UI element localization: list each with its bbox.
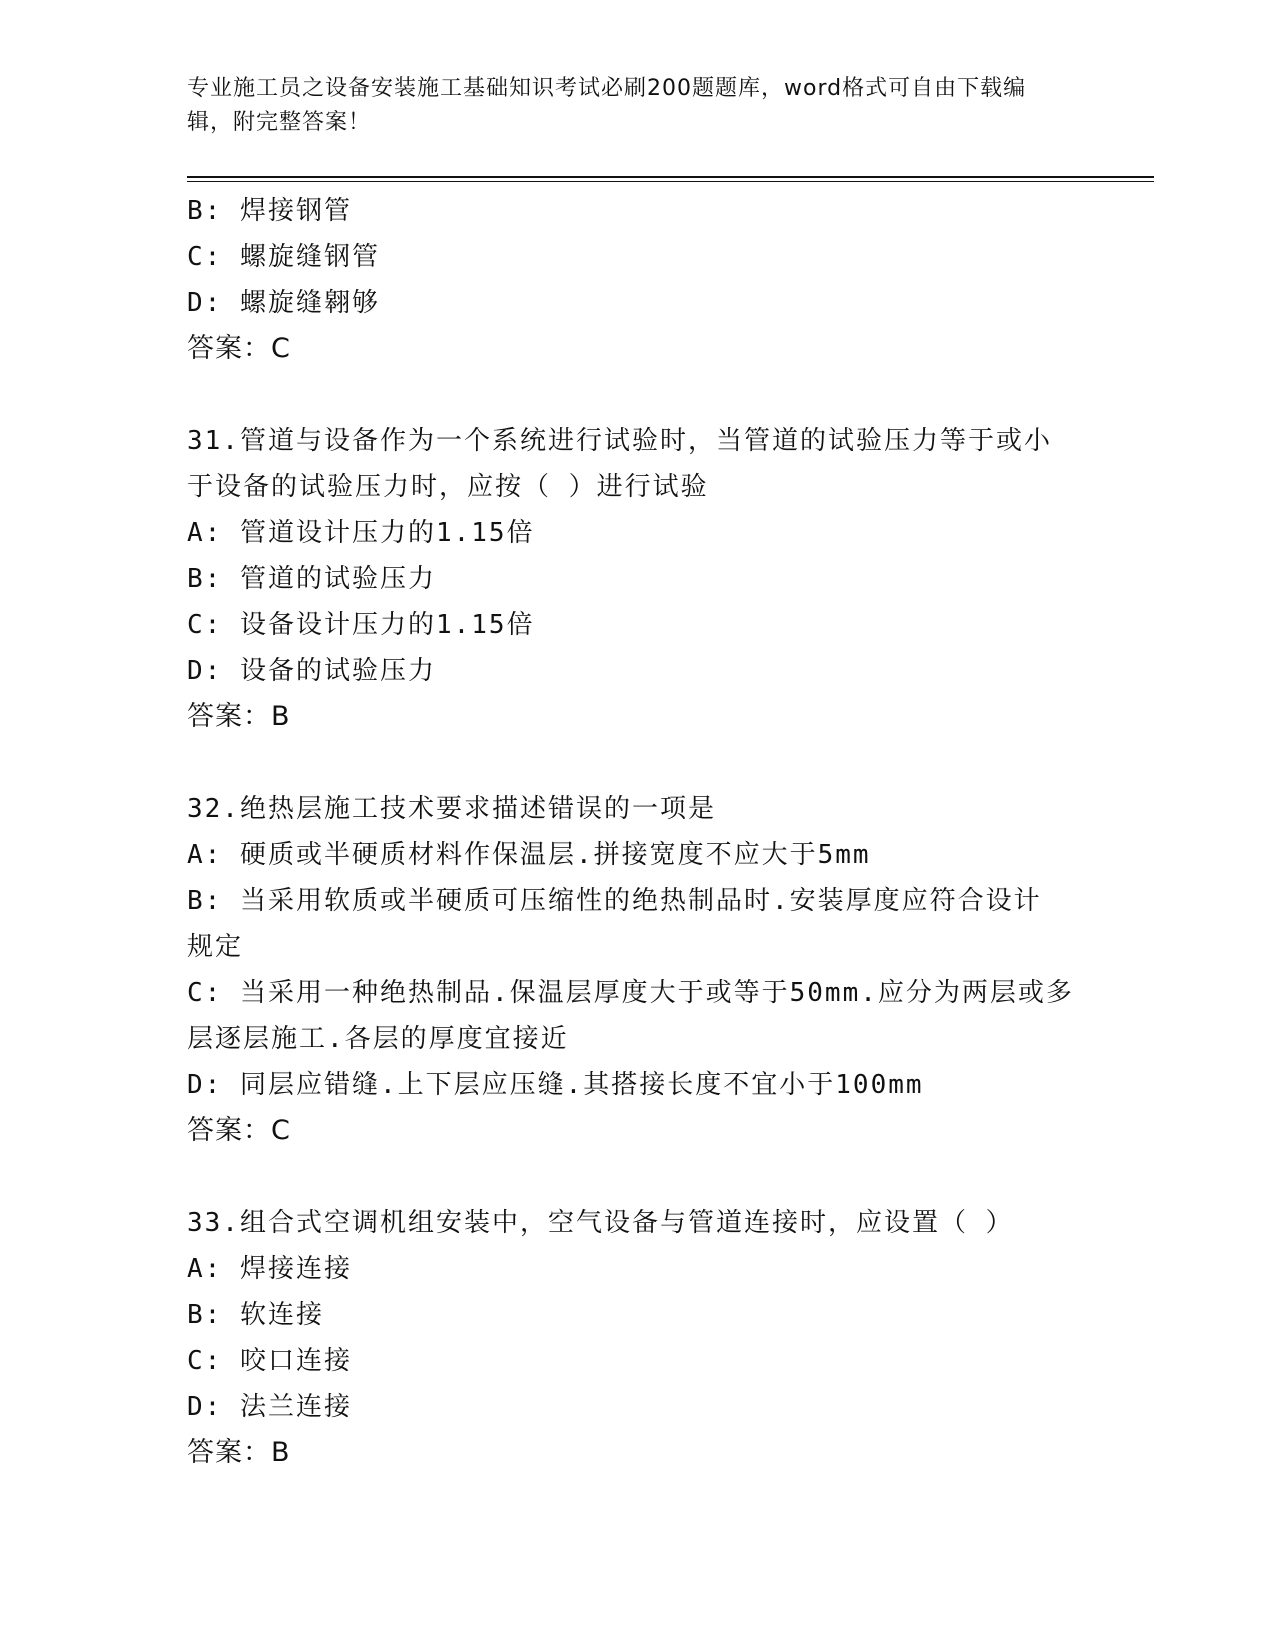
option-a: A: 硬质或半硬质材料作保温层.拼接宽度不应大于5mm	[187, 840, 871, 870]
option-b-continued: 规定	[187, 932, 244, 962]
option-c: C: 螺旋缝钢管	[187, 242, 380, 272]
answer-line: 答案：B	[187, 701, 291, 732]
option-c-continued: 层逐层施工.各层的厚度宜接近	[187, 1024, 569, 1054]
question-text: 33.组合式空调机组安装中，空气设备与管道连接时，应设置（ ）	[187, 1208, 1014, 1238]
option-d: D: 螺旋缝翱够	[187, 288, 380, 318]
option-d: D: 同层应错缝.上下层应压缝.其搭接长度不宜小于100mm	[187, 1070, 924, 1100]
option-a: A: 焊接连接	[187, 1254, 352, 1284]
option-b: B: 焊接钢管	[187, 196, 352, 226]
option-d: D: 法兰连接	[187, 1392, 352, 1422]
document-header: 专业施工员之设备安装施工基础知识考试必刷200题题库，word格式可自由下载编辑，附完整答案！	[187, 76, 1027, 135]
option-d: D: 设备的试验压力	[187, 656, 436, 686]
option-c: C: 设备设计压力的1.15倍	[187, 610, 535, 640]
header-rule-thick	[187, 176, 1154, 178]
answer-line: 答案：B	[187, 1437, 291, 1468]
option-b: B: 软连接	[187, 1300, 324, 1330]
header-rule-thin	[187, 181, 1154, 182]
option-c: C: 咬口连接	[187, 1346, 352, 1376]
option-b: B: 管道的试验压力	[187, 564, 436, 594]
option-b: B: 当采用软质或半硬质可压缩性的绝热制品时.安装厚度应符合设计	[187, 886, 1042, 916]
question-text: 31.管道与设备作为一个系统进行试验时，当管道的试验压力等于或小	[187, 426, 1052, 456]
option-c: C: 当采用一种绝热制品.保温层厚度大于或等于50mm.应分为两层或多	[187, 978, 1074, 1008]
question-text: 32.绝热层施工技术要求描述错误的一项是	[187, 794, 716, 824]
question-text: 于设备的试验压力时，应按（ ）进行试验	[187, 472, 709, 502]
answer-line: 答案：C	[187, 1115, 291, 1146]
option-a: A: 管道设计压力的1.15倍	[187, 518, 535, 548]
answer-line: 答案：C	[187, 333, 291, 364]
question-list	[187, 188, 1087, 1476]
